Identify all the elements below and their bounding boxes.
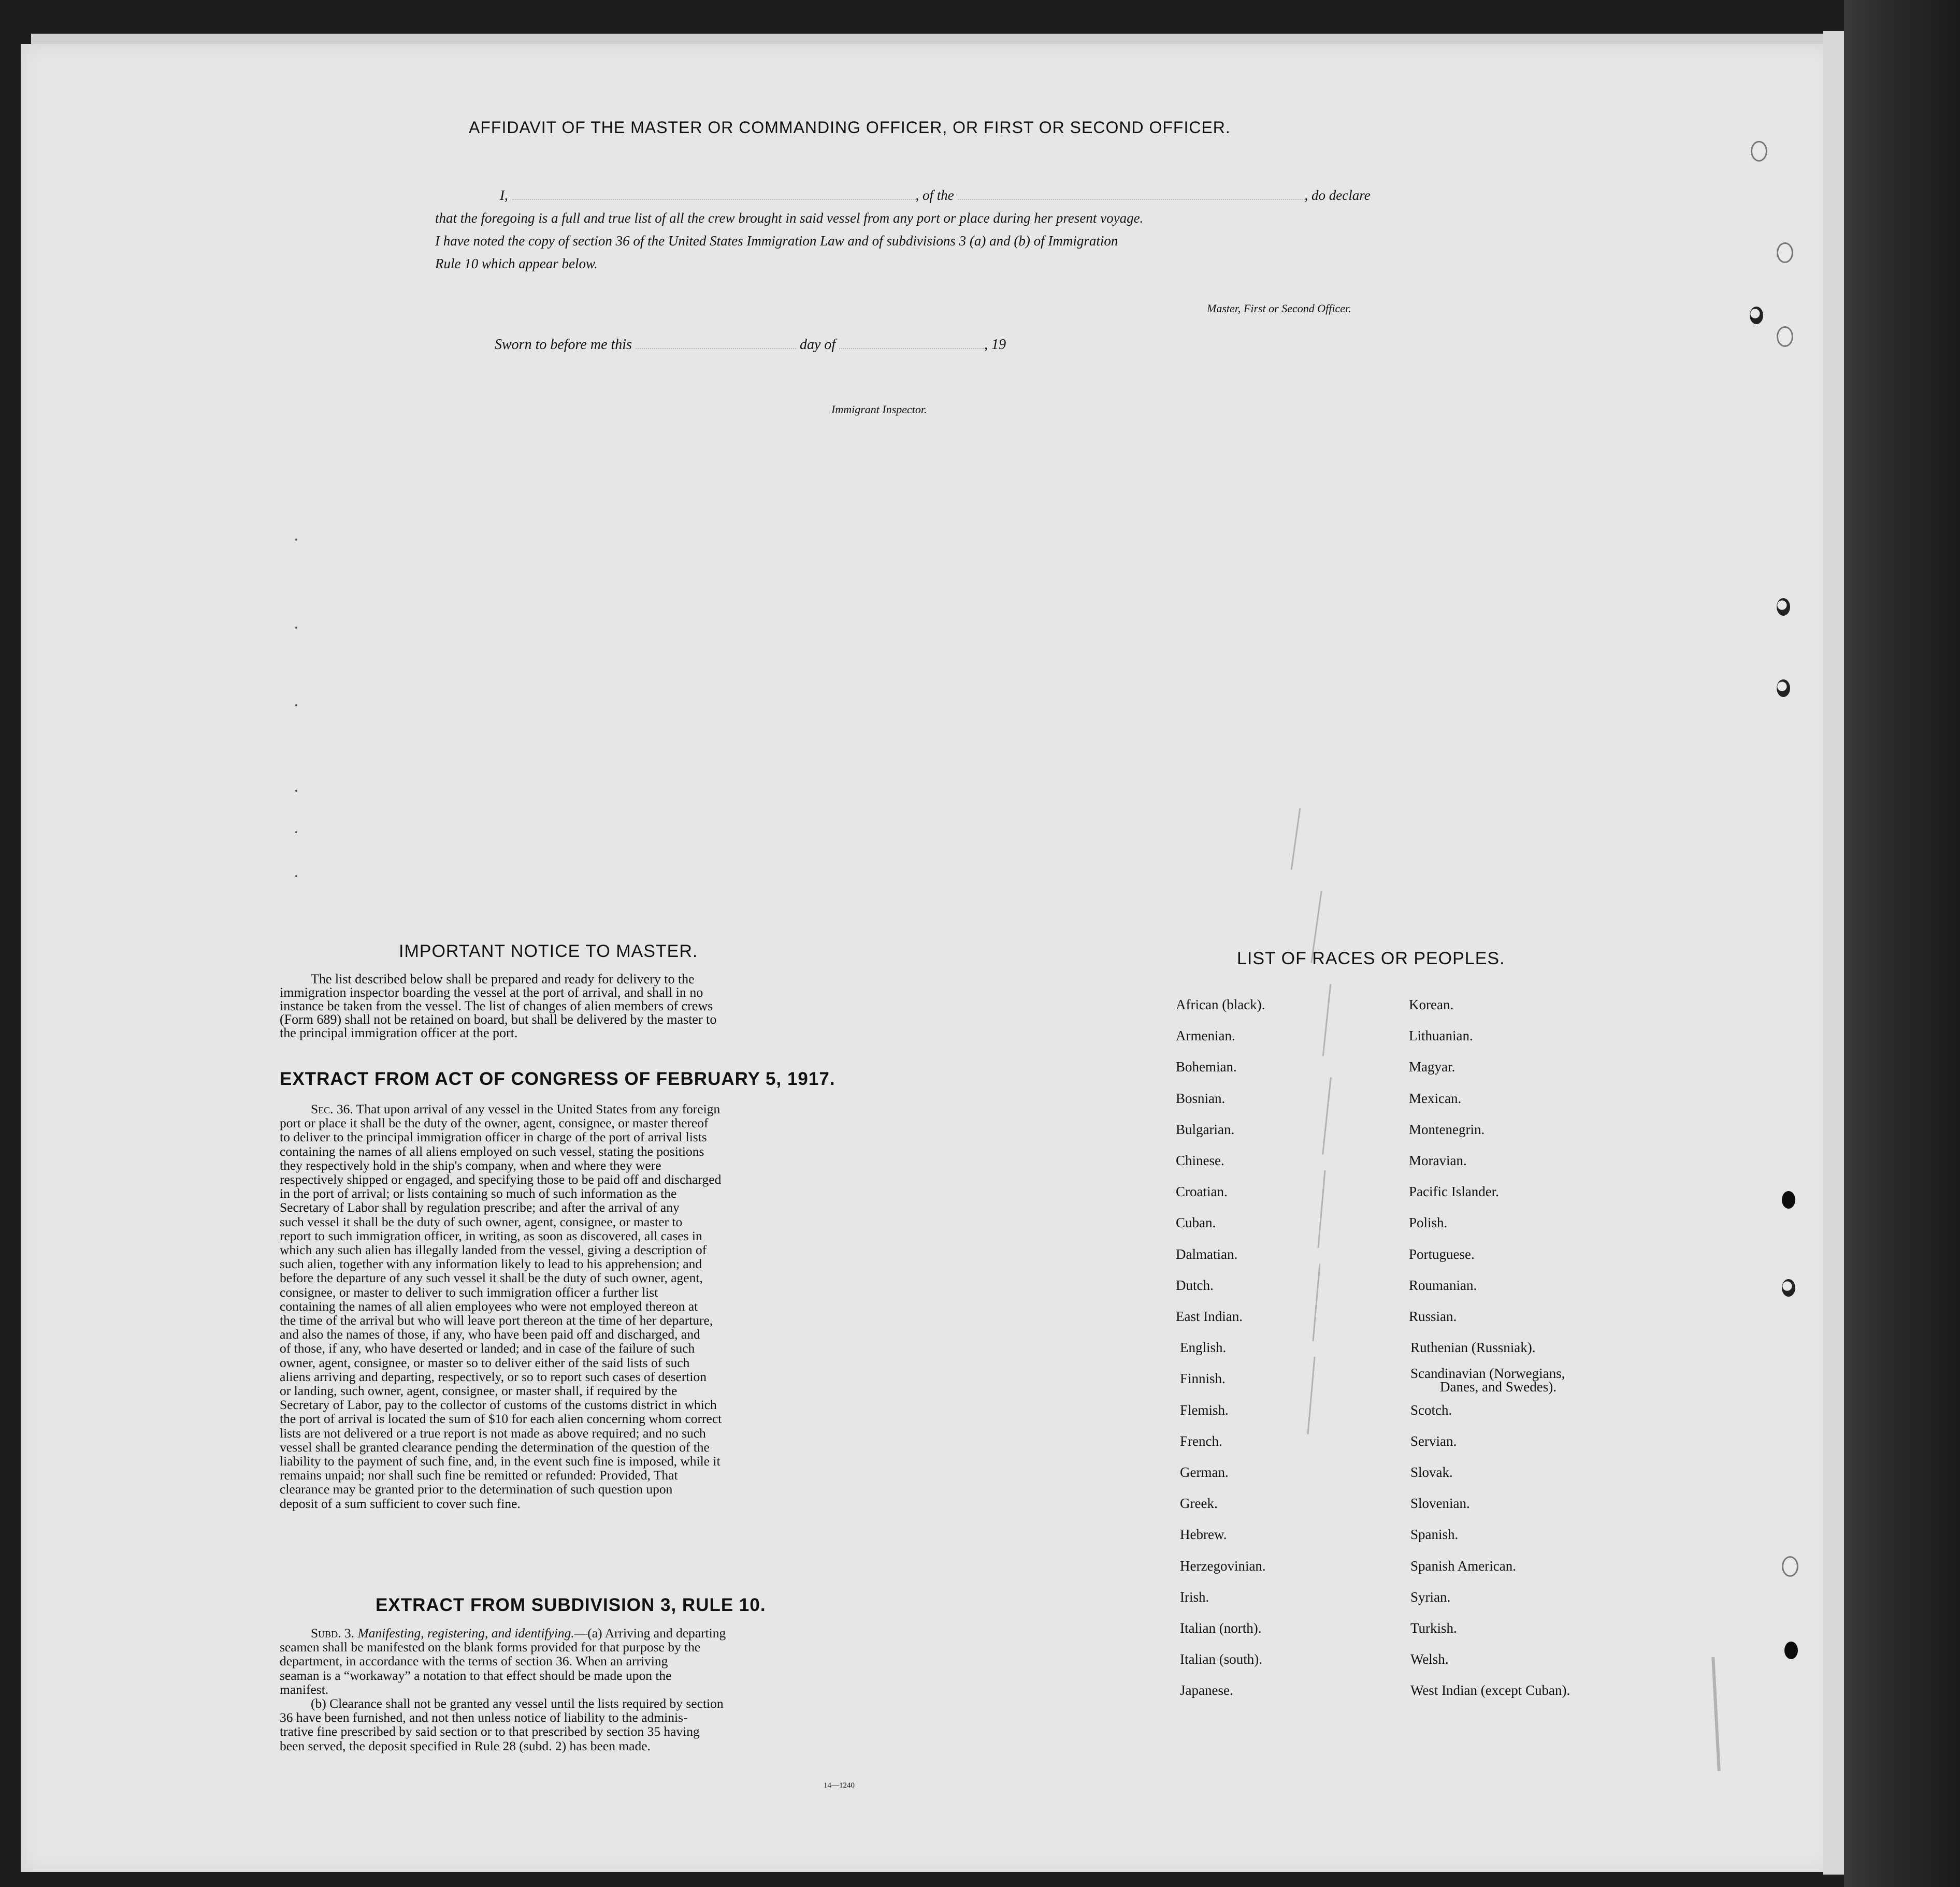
rule-line: seaman is a “workaway” a notation to that effect should be made upon the — [280, 1667, 672, 1683]
binder-hole — [1750, 307, 1763, 324]
race-item: Mexican. — [1409, 1090, 1462, 1106]
rule-line-text: —(a) Arriving and departing — [574, 1625, 726, 1641]
margin-dot — [295, 790, 297, 792]
act-line: to deliver to the principal immigration officer in charge of the port of arrival lists — [280, 1129, 707, 1145]
race-item: Roumanian. — [1409, 1277, 1477, 1293]
notice-line: instance be taken from the vessel. The list of changes of alien members of crews — [280, 998, 713, 1013]
act-line: owner, agent, consignee, or master so to deliver either of the said lists of such — [280, 1355, 690, 1370]
race-item: Italian (north). — [1180, 1620, 1262, 1636]
affidavit-title: AFFIDAVIT OF THE MASTER OR COMMANDING OFFICER, OR FIRST OR SECOND OFFICER. — [469, 118, 1231, 137]
notice-line: the principal immigration officer at the port. — [280, 1025, 518, 1040]
race-item: German. — [1180, 1464, 1229, 1480]
section-label: Sec. 36. — [311, 1101, 353, 1116]
affidavit-line-1 — [435, 184, 1440, 207]
rule-line: department, in accordance with the terms of section 36. When an arriving — [280, 1653, 668, 1669]
act-line: Secretary of Labor shall by regulation prescribe; and after the arrival of any — [280, 1200, 680, 1215]
race-item: Italian (south). — [1180, 1651, 1262, 1667]
race-item: Hebrew. — [1180, 1527, 1227, 1543]
act-line: which any such alien has illegally landed from the vessel, giving a description of — [280, 1242, 707, 1258]
rule-line: manifest. — [280, 1681, 329, 1697]
subd-label: Subd. 3. — [311, 1625, 355, 1641]
act-line: port or place it shall be the duty of the owner, agent, consignee, or master thereof — [280, 1115, 709, 1131]
race-item: East Indian. — [1176, 1309, 1243, 1324]
act-line: or landing, such owner, agent, consignee, or master shall, if required by the — [280, 1383, 678, 1399]
race-item: Bulgarian. — [1176, 1121, 1235, 1137]
act-line: the time of the arrival but who will leave port thereon at the time of her departure, — [280, 1313, 713, 1328]
sworn-line — [495, 337, 1006, 353]
race-item: Lithuanian. — [1409, 1028, 1473, 1044]
race-item: Croatian. — [1176, 1184, 1228, 1200]
race-item: Slovenian. — [1410, 1496, 1470, 1512]
race-item: Montenegrin. — [1409, 1121, 1485, 1137]
rule-line: 36 have been furnished, and not then unless notice of liability to the adminis- — [280, 1710, 688, 1725]
margin-dot — [295, 627, 297, 629]
right-margin-shadow — [1844, 0, 1960, 1887]
race-item: Ruthenian (Russniak). — [1410, 1340, 1536, 1356]
notice-line: (Form 689) shall not be retained on board, but shall be delivered by the master to — [280, 1012, 717, 1027]
binder-hole — [1777, 326, 1793, 347]
binder-hole — [1784, 1642, 1798, 1659]
margin-dot — [295, 831, 297, 833]
race-item: Servian. — [1410, 1433, 1457, 1449]
race-item: Welsh. — [1410, 1651, 1449, 1667]
act-line: remains unpaid; nor shall such fine be remitted or refunded: Provided, That — [280, 1468, 678, 1483]
race-item: Portuguese. — [1409, 1246, 1475, 1262]
race-item: Dutch. — [1176, 1277, 1214, 1293]
race-item: English. — [1180, 1340, 1227, 1356]
race-item: Bosnian. — [1176, 1090, 1226, 1106]
race-item-continuation: Danes, and Swedes). — [1440, 1379, 1557, 1395]
margin-dot — [295, 875, 297, 877]
sworn-day-blank[interactable] — [636, 348, 796, 349]
act-line: of those, if any, who have deserted or landed; and in case of the failure of such — [280, 1341, 695, 1356]
act-line: liability to the payment of such fine, and, in the event such fine is imposed, while it — [280, 1454, 720, 1469]
affidavit-line-2: that the foregoing is a full and true list of all the crew brought in said vessel from any port or place during her present voyage. — [435, 210, 1144, 226]
race-item: Bohemian. — [1176, 1059, 1237, 1075]
race-item: French. — [1180, 1433, 1222, 1449]
act-line: deposit of a sum sufficient to cover such fine. — [280, 1496, 521, 1511]
race-item: Chinese. — [1176, 1153, 1224, 1168]
affidavit-of-the: , of the — [915, 187, 954, 203]
rule-extract-title: EXTRACT FROM SUBDIVISION 3, RULE 10. — [376, 1595, 766, 1615]
act-line: in the port of arrival; or lists containing so much of such information as the — [280, 1186, 677, 1201]
race-item: Scandinavian (Norwegians, — [1410, 1366, 1565, 1382]
subd-heading: Manifesting, registering, and identifying. — [357, 1625, 574, 1641]
race-item: Spanish American. — [1410, 1558, 1516, 1574]
race-item: Flemish. — [1180, 1402, 1229, 1418]
binder-hole — [1777, 598, 1790, 616]
race-item: Armenian. — [1176, 1028, 1235, 1044]
sworn-before: Sworn to before me this — [495, 337, 632, 353]
binder-hole — [1777, 679, 1790, 697]
affidavit-body — [435, 184, 1440, 275]
act-extract-title: EXTRACT FROM ACT OF CONGRESS OF FEBRUARY 5, 1917. — [280, 1069, 835, 1089]
master-signature-label: Master, First or Second Officer. — [1207, 302, 1351, 315]
notice-line: The list described below shall be prepared and ready for delivery to the — [311, 971, 695, 986]
race-item: Magyar. — [1409, 1059, 1455, 1075]
act-line: such alien, together with any information likely to lead to his apprehension; and — [280, 1256, 702, 1272]
race-item: Irish. — [1180, 1589, 1209, 1605]
form-number: 14—1240 — [824, 1781, 855, 1790]
race-item: Polish. — [1409, 1215, 1448, 1231]
race-item: Korean. — [1409, 997, 1454, 1012]
race-item: Greek. — [1180, 1496, 1218, 1512]
binder-hole — [1782, 1279, 1795, 1297]
rule-line: trative fine prescribed by said section or to that prescribed by section 35 having — [280, 1724, 700, 1739]
race-item: Herzegovinian. — [1180, 1558, 1266, 1574]
race-item: African (black). — [1176, 997, 1265, 1012]
race-item: Moravian. — [1409, 1153, 1467, 1168]
act-line: aliens arriving and departing, respectively, or so to report such cases of desertion — [280, 1369, 707, 1384]
race-item: Finnish. — [1180, 1371, 1226, 1387]
race-item: Syrian. — [1410, 1589, 1451, 1605]
act-line: containing the names of all aliens employed on such vessel, stating the positions — [280, 1143, 704, 1159]
rule-extract-body — [280, 1626, 891, 1753]
inspector-label: Immigrant Inspector. — [831, 403, 927, 416]
binder-hole — [1777, 242, 1793, 263]
binder-hole — [1782, 1556, 1798, 1577]
rule-line: been served, the deposit specified in Rule 28 (subd. 2) has been made. — [280, 1738, 651, 1753]
race-item: Slovak. — [1410, 1464, 1453, 1480]
margin-dot — [295, 704, 297, 706]
margin-dot — [295, 539, 297, 541]
act-line-text: That upon arrival of any vessel in the United States from any foreign — [356, 1101, 720, 1116]
notice-line: immigration inspector boarding the vessel at the port of arrival, and shall in no — [280, 985, 703, 1000]
act-line: vessel shall be granted clearance pending the determination of the question of the — [280, 1439, 710, 1455]
act-line: clearance may be granted prior to the determination of such question upon — [280, 1482, 673, 1497]
act-extract-body — [280, 1102, 886, 1511]
act-line: such vessel it shall be the duty of such owner, agent, consignee, or master to — [280, 1214, 683, 1229]
act-line: consignee, or master to deliver to such immigration officer a further list — [280, 1284, 658, 1300]
race-item: Dalmatian. — [1176, 1246, 1238, 1262]
act-line: they respectively hold in the ship's company, when and where they were — [280, 1157, 661, 1173]
act-line — [280, 1102, 886, 1116]
page-edge-strip — [1823, 31, 1844, 1875]
affidavit-i: I, — [500, 187, 508, 203]
vessel-blank[interactable] — [958, 199, 1305, 200]
act-line: respectively shipped or engaged, and specifying those to be paid off and discharged — [280, 1172, 722, 1187]
notice-title: IMPORTANT NOTICE TO MASTER. — [399, 941, 698, 961]
act-line: report to such immigration officer, in writing, as soon as discovered, all cases in — [280, 1228, 702, 1243]
act-line: and also the names of those, if any, who have been paid off and discharged, and — [280, 1327, 700, 1342]
race-item: Japanese. — [1180, 1682, 1233, 1699]
sworn-month-blank[interactable] — [839, 348, 984, 349]
act-line: before the departure of any such vessel it shall be the duty of such owner, agent, — [280, 1270, 703, 1286]
act-line: the port of arrival is located the sum of $10 for each alien concerning whom correct — [280, 1411, 722, 1427]
day-of: day of — [799, 337, 836, 353]
race-item: Scotch. — [1410, 1402, 1452, 1418]
race-item: Turkish. — [1410, 1620, 1457, 1636]
race-item: Spanish. — [1410, 1527, 1459, 1543]
affidavit-declare: , do declare — [1304, 187, 1371, 203]
races-title: LIST OF RACES OR PEOPLES. — [1237, 949, 1505, 968]
name-blank[interactable] — [512, 199, 916, 200]
document-page — [21, 44, 1834, 1872]
year-prefix: , 19 — [984, 337, 1006, 353]
rule-line: (b) Clearance shall not be granted any vessel until the lists required by section — [311, 1696, 724, 1711]
binder-hole — [1751, 141, 1767, 162]
act-line: Secretary of Labor, pay to the collector of customs of the customs district in which — [280, 1397, 717, 1413]
affidavit-line-3: I have noted the copy of section 36 of the United States Immigration Law and of subdivisions 3 (a) and (b) of Immigration — [435, 233, 1118, 249]
rule-line — [280, 1626, 891, 1640]
act-line: containing the names of all alien employees who were not employed thereon at — [280, 1298, 698, 1314]
race-item: Russian. — [1409, 1309, 1457, 1324]
notice-body — [280, 972, 886, 1040]
affidavit-line-4: Rule 10 which appear below. — [435, 256, 598, 271]
binder-hole — [1782, 1191, 1795, 1209]
race-item: Pacific Islander. — [1409, 1184, 1499, 1200]
act-line: lists are not delivered or a true report is not made as above required; and no such — [280, 1425, 706, 1441]
rule-line: seamen shall be manifested on the blank forms provided for that purpose by the — [280, 1639, 701, 1655]
race-item: Cuban. — [1176, 1215, 1216, 1231]
race-item: West Indian (except Cuban). — [1410, 1682, 1570, 1699]
